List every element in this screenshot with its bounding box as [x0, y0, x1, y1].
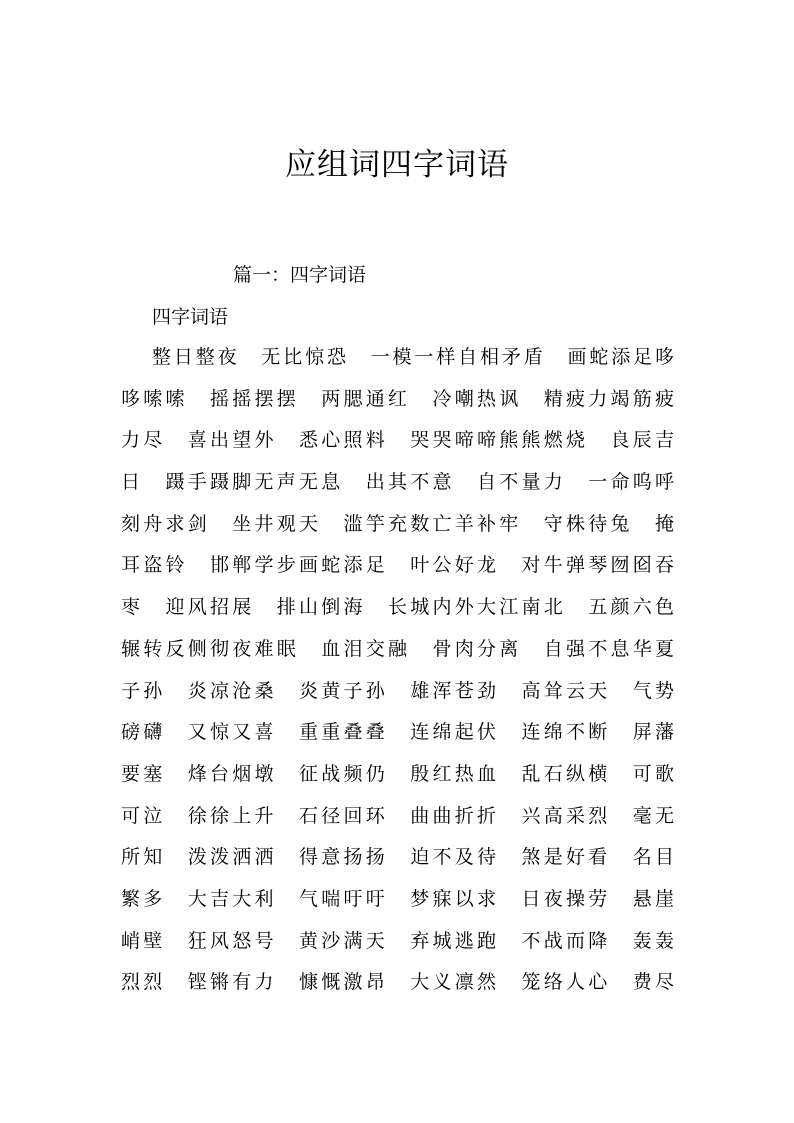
body-line: 可泣 徐徐上升 石径回环 曲曲折折 兴高采烈 毫无	[121, 804, 674, 827]
body-line: 日 蹑手蹑脚无声无息 出其不意 自不量力 一命呜呼	[121, 471, 674, 494]
section-heading: 篇一：四字词语	[233, 264, 367, 286]
body-line: 子孙 炎凉沧桑 炎黄子孙 雄浑苍劲 高耸云天 气势	[121, 679, 674, 702]
body-line: 繁多 大吉大利 气喘吁吁 梦寐以求 日夜操劳 悬崖	[121, 887, 674, 910]
body-line: 所知 泼泼洒洒 得意扬扬 迫不及待 煞是好看 名目	[121, 846, 674, 869]
sub-heading: 四字词语	[152, 306, 229, 328]
body-line: 烈烈 铿锵有力 慷慨激昂 大义凛然 笼络人心 费尽	[121, 971, 674, 994]
body-line: 辗转反侧彻夜难眠 血泪交融 骨肉分离 自强不息华夏	[121, 637, 674, 660]
body-line: 要塞 烽台烟墩 征战频仍 殷红热血 乱石纵横 可歌	[121, 762, 674, 785]
body-paragraph	[121, 342, 674, 1009]
body-line: 力尽 喜出望外 悉心照料 哭哭啼啼熊熊燃烧 良辰吉	[121, 429, 674, 452]
body-line: 整日整夜 无比惊恐 一模一样自相矛盾 画蛇添足哆	[152, 346, 674, 368]
document-title: 应组词四字词语	[285, 147, 509, 183]
body-line: 哆嗦嗦 摇摇摆摆 两腮通红 冷嘲热讽 精疲力竭筋疲	[121, 387, 674, 410]
body-line: 刻舟求剑 坐井观天 滥竽充数亡羊补牢 守株待兔 掩	[121, 512, 674, 535]
body-line: 耳盗铃 邯郸学步画蛇添足 叶公好龙 对牛弹琴囫囵吞	[121, 554, 674, 577]
body-line: 磅礴 又惊又喜 重重叠叠 连绵起伏 连绵不断 屏藩	[121, 721, 674, 744]
body-line: 枣 迎风招展 排山倒海 长城内外大江南北 五颜六色	[121, 596, 674, 619]
body-line: 峭壁 狂风怒号 黄沙满天 弃城逃跑 不战而降 轰轰	[121, 929, 674, 952]
